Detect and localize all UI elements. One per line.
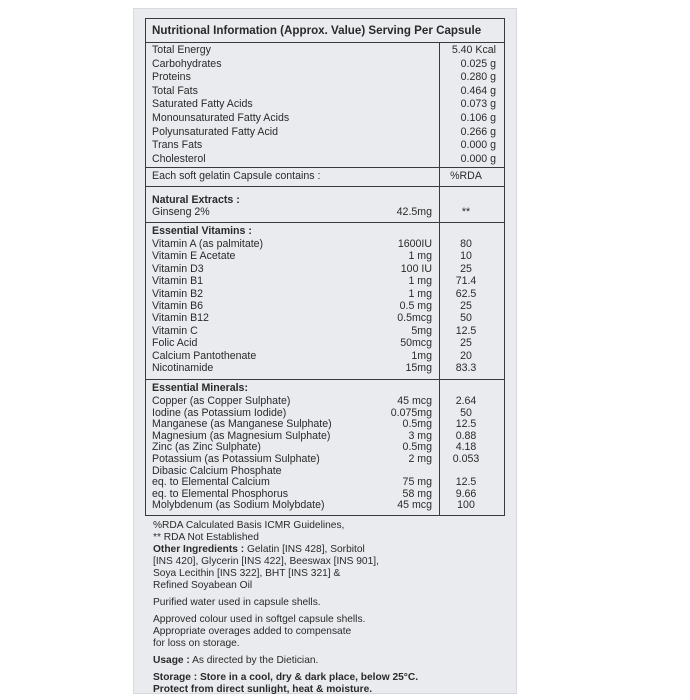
extracts-amount: 42.5mg: [396, 206, 432, 218]
vitamins-name: Vitamin A (as palmitate): [152, 238, 264, 250]
minerals-amount: 0.5mg: [402, 418, 432, 431]
usage-text: As directed by the Dietician.: [189, 655, 319, 666]
vitamins-amount: 1 mg: [408, 287, 432, 300]
minerals-amount: 0.5mg: [402, 441, 432, 454]
vitamins-amount: 50mcg: [400, 337, 432, 350]
vitamins-amount: 100 IU: [400, 262, 432, 275]
nutrient-value: 0.266 g: [460, 125, 496, 138]
nutrition-row: [146, 98, 504, 112]
table-header: Nutritional Information (Approx. Value) Serving Per Capsule: [146, 19, 504, 43]
minerals-name: Potassium (as Potassium Sulphate): [152, 453, 320, 465]
minerals-name: Molybdenum (as Sodium Molybdate): [152, 499, 325, 512]
vitamins-name: Nicotinamide: [152, 362, 214, 374]
minerals-rda: 2.64: [455, 395, 477, 407]
vitamins-row: [146, 362, 504, 376]
water-note: Purified water used in capsule shells.: [153, 597, 321, 608]
divider: [146, 222, 504, 223]
minerals-amount: 58 mg: [402, 487, 432, 500]
vitamins-amount: 1600IU: [397, 238, 432, 250]
vitamins-title: [146, 225, 504, 239]
vitamins-rda: 71.4: [455, 275, 477, 288]
minerals-amount: 0.075mg: [390, 406, 432, 419]
vitamins-amount: 1 mg: [408, 250, 432, 263]
vitamins-amount: 1 mg: [408, 275, 432, 288]
vitamins-name: Vitamin C: [152, 324, 198, 337]
minerals-rda: 12.5: [455, 418, 477, 431]
vitamins-title-text: Essential Vitamins :: [152, 225, 252, 237]
minerals-rda: 12.5: [455, 476, 477, 489]
nutrient-value: 0.280 g: [460, 71, 496, 84]
nutrient-name: Proteins: [152, 71, 191, 84]
minerals-name: Dibasic Calcium Phosphate: [152, 464, 282, 477]
vitamins-name: Vitamin B2: [152, 287, 204, 300]
nutrient-value: 0.106 g: [460, 112, 496, 124]
nutrition-row: [146, 126, 504, 140]
minerals-name: Zinc (as Zinc Sulphate): [152, 441, 261, 454]
colour-note: Approved colour used in softgel capsule shells.: [153, 614, 366, 625]
other-ingredients-line: [INS 420], Glycerin [INS 422], Beeswax [INS 901],: [153, 556, 379, 567]
minerals-amount: 3 mg: [408, 429, 432, 442]
divider: [146, 186, 504, 187]
vitamins-rda: 25: [460, 337, 472, 350]
nutrient-name: Total Fats: [152, 84, 198, 97]
nutrient-value: 0.073 g: [460, 98, 496, 111]
other-ingredients-line: Soya Lecithin [INS 322], BHT [INS 321] &: [153, 568, 341, 579]
nutrition-row: [146, 71, 504, 85]
vitamins-rda: 20: [460, 349, 472, 362]
minerals-title-text: Essential Minerals:: [152, 382, 248, 394]
vitamins-rda: 10: [460, 250, 472, 263]
nutrient-value: 0.025 g: [460, 57, 496, 70]
storage-note: Storage : Store in a cool, dry & dark place, below 25°C.: [153, 672, 419, 683]
vitamins-name: Vitamin E Acetate: [152, 250, 236, 263]
vitamins-rda: 62.5: [455, 287, 477, 300]
nutrient-name: Polyunsaturated Fatty Acid: [152, 125, 279, 138]
nutrient-name: Saturated Fatty Acids: [152, 98, 253, 111]
divider: [146, 379, 504, 380]
minerals-rda: 4.18: [455, 441, 477, 454]
nutrient-value: 0.000 g: [460, 152, 496, 165]
vitamins-name: Calcium Pantothenate: [152, 349, 257, 362]
divider: [146, 167, 504, 168]
nutrient-name: Trans Fats: [152, 139, 203, 152]
rda-heading: %RDA: [450, 170, 482, 182]
nutrition-row: [146, 44, 504, 58]
extracts-title-text: Natural Extracts :: [152, 194, 240, 206]
vitamins-amount: 5mg: [411, 324, 432, 337]
nutrient-value: 5.40 Kcal: [451, 44, 496, 56]
vitamins-rda: 50: [460, 312, 472, 325]
minerals-amount: 45 mcg: [397, 395, 432, 407]
nutrient-name: Monounsaturated Fatty Acids: [152, 112, 290, 124]
vitamins-rda: 25: [460, 300, 472, 312]
minerals-amount: 45 mcg: [397, 499, 432, 512]
notes-section: [153, 520, 493, 696]
vitamins-amount: 0.5 mg: [399, 300, 432, 312]
vitamins-name: Vitamin B6: [152, 300, 204, 312]
minerals-name: Iodine (as Potassium Iodide): [152, 406, 287, 419]
nutrition-row: [146, 153, 504, 167]
usage-label: Usage :: [153, 655, 190, 666]
extracts-rda: **: [461, 206, 471, 218]
minerals-rda: 9.66: [455, 487, 477, 500]
vitamins-rda: 83.3: [455, 362, 477, 374]
capsule-contains-label: Each soft gelatin Capsule contains :: [152, 170, 321, 182]
minerals-amount: 75 mg: [402, 476, 432, 489]
protect-note: Protect from direct sunlight, heat & moisture.: [153, 684, 373, 695]
vitamins-amount: 0.5mcg: [397, 312, 432, 325]
vitamins-rda: 80: [460, 238, 472, 250]
minerals-name: Copper (as Copper Sulphate): [152, 395, 291, 407]
minerals-title: [146, 382, 504, 396]
other-ingredients-label: Other Ingredients :: [153, 544, 245, 555]
nutrient-name: Total Energy: [152, 44, 211, 56]
nutrition-row: [146, 85, 504, 99]
usage-line: [153, 655, 493, 667]
extracts-name: Ginseng 2%: [152, 206, 210, 218]
nutrient-name: Cholesterol: [152, 152, 206, 165]
minerals-rda: 0.88: [455, 429, 477, 442]
nutrient-value: 0.464 g: [460, 84, 496, 97]
vitamins-amount: 1mg: [411, 349, 432, 362]
other-ingredients-line: Refined Soyabean Oil: [153, 580, 253, 591]
vitamins-rda: 12.5: [455, 324, 477, 337]
minerals-name: Manganese (as Manganese Sulphate): [152, 418, 332, 431]
vitamins-name: Vitamin D3: [152, 262, 204, 275]
vitamins-amount: 15mg: [405, 362, 432, 374]
nutrient-value: 0.000 g: [460, 139, 496, 152]
nutrition-table: [145, 18, 505, 516]
minerals-name: eq. to Elemental Calcium: [152, 476, 270, 489]
vitamins-name: Vitamin B1: [152, 275, 204, 288]
extracts-row: [146, 206, 504, 220]
nutrition-row: [146, 139, 504, 153]
vitamins-rda: 25: [460, 262, 472, 275]
vitamins-name: Folic Acid: [152, 337, 198, 350]
rda-basis-note: %RDA Calculated Basis ICMR Guidelines,: [153, 520, 345, 531]
minerals-name: Magnesium (as Magnesium Sulphate): [152, 429, 331, 442]
rda-not-established-note: ** RDA Not Established: [153, 532, 259, 543]
other-ingredients-text: Gelatin [INS 428], Sorbitol: [244, 544, 365, 555]
minerals-rda: 0.053: [452, 453, 480, 465]
other-ingredients-line: [153, 544, 493, 556]
minerals-rda: 50: [460, 406, 472, 419]
minerals-rda: 100: [457, 499, 475, 512]
nutrition-row: [146, 58, 504, 72]
overage-note: Appropriate overages added to compensate: [153, 626, 352, 637]
minerals-name: eq. to Elemental Phosphorus: [152, 487, 289, 500]
nutrition-row: [146, 112, 504, 126]
overage-note: for loss on storage.: [153, 638, 240, 649]
vitamins-name: Vitamin B12: [152, 312, 209, 325]
nutrient-name: Carbohydrates: [152, 57, 222, 70]
minerals-amount: 2 mg: [408, 453, 432, 465]
minerals-row: [146, 499, 504, 513]
capsule-contains-row: [146, 170, 504, 184]
